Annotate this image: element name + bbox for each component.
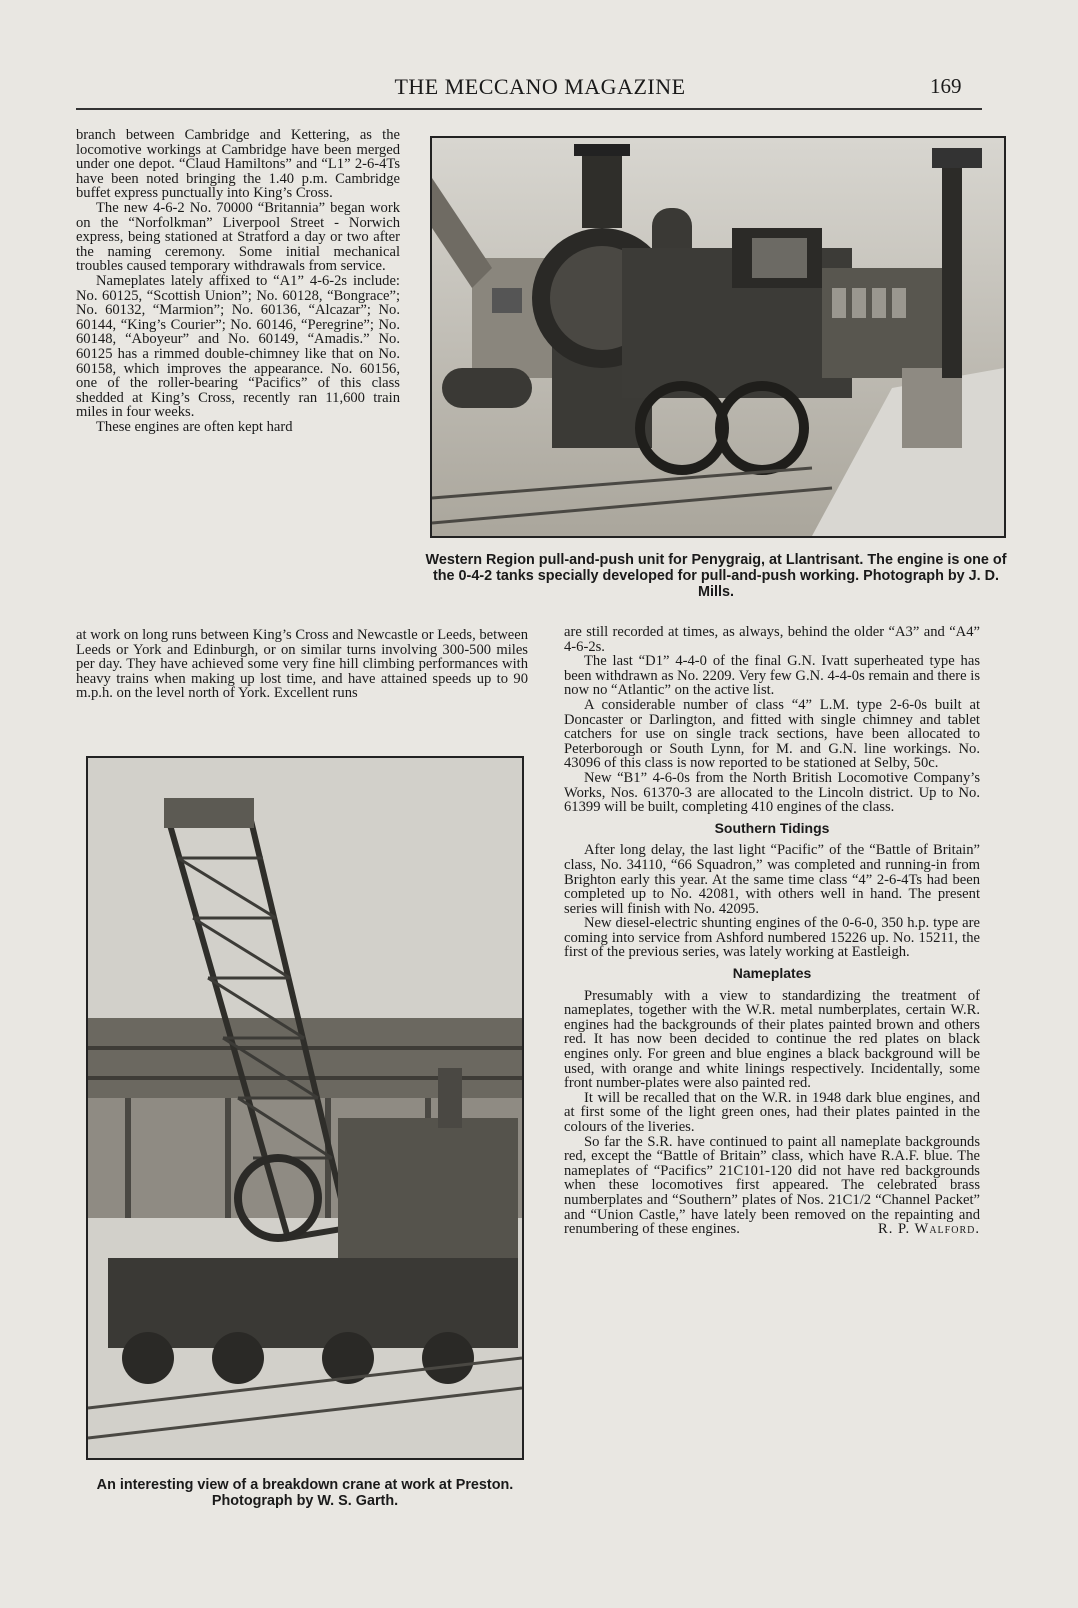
paragraph: branch between Cambridge and Kettering, as the locomotive workings at Cambridge have been merged under one depot. “Claud Hamiltons” and “L1” 2-6-4Ts have been noted bringing the 1.40 p.m. Cambridge buffet express punctually into King’s Cross.	[76, 127, 400, 202]
header-rule	[76, 108, 982, 110]
paragraph: The last “D1” 4-4-0 of the final G.N. Ivatt superheated type has been withdrawn as No. 2209. Very few G.N. 4-4-0s remain and there is now no “Atlantic” on the active list.	[564, 653, 980, 699]
paragraph: The new 4-6-2 No. 70000 “Britannia” began work on the “Norfolkman” Liverpool Street - Norwich express, being stationed at Stratford a day or two after the naming ceremony. Some initial mechanical troubles caused temporary withdrawals from service.	[76, 199, 400, 275]
paragraph: Nameplates lately affixed to “A1” 4-6-2s include: No. 60125, “Scottish Union”; No. 60128, “Bongrace”; No. 60132, “Marmion”; No. 60136, “Alcazar”; No. 60144, “King’s Courier”; No. 60146, “Peregrine”; No. 60148, “Aboyeur” and No. 60149, “Amadis.” No. 60125 has a rimmed double-chimney like that on No. 60158, which improves the appearance. No. 60156, one of the roller-bearing “Pacifics” of this class shedded at King’s Cross, recently ran 11,600 train miles in four weeks.	[76, 272, 400, 421]
bottom-photo-caption: An interesting view of a breakdown crane at work at Preston. Photograph by W. S. Garth.	[96, 1477, 514, 1509]
paragraph: After long delay, the last light “Pacific” of the “Battle of Britain” class, No. 34110, “66 Squadron,” was completed and running-in from Brighton early this year. At the same time class “4” 2-6-4Ts had been completed up to No. 42081, with others well in hand. The present series will finish with No. 42095.	[564, 842, 980, 917]
paragraph: These engines are often kept hard	[96, 418, 293, 435]
locomotive-illustration	[432, 138, 1004, 536]
left-column-wide	[76, 628, 528, 701]
paragraph: Presumably with a view to standardizing the treatment of nameplates, together with the W.R. metal numberplates, certain W.R. engines had the backgrounds of their plates painted brown and others red. It has now been decided to continue the red plates on black engines only. For green and blue engines a black background will be used, with orange and white linings respectively. Incidentally, some front number-plates were also painted red.	[564, 987, 980, 1092]
section-heading-nameplates: Nameplates	[732, 965, 812, 982]
left-column-top	[76, 128, 400, 434]
paragraph	[564, 1135, 980, 1237]
paragraph: are still recorded at times, as always, behind the older “A3” and “A4” 4-6-2s.	[564, 624, 980, 655]
crane-illustration	[88, 758, 522, 1458]
top-photo-caption: Western Region pull-and-push unit for Penygraig, at Llantrisant. The engine is one of the 0-4-2 tanks specially developed for pull-and-push working. Photograph by J. D. Mills.	[425, 552, 1007, 600]
author-signature: R. P. Walford.	[878, 1221, 980, 1238]
right-column	[564, 625, 980, 1237]
crane-photo	[86, 756, 524, 1460]
paragraph: at work on long runs between King’s Cross and Newcastle or Leeds, between Leeds or York and Edinburgh, or on similar turns involving 300-500 miles per day. They have achieved some very fine hill climbing performances with heavy trains when making up lost time, and have attained speeds up to 90 m.p.h. on the level north of York. Excellent runs	[76, 627, 528, 702]
paragraph: A considerable number of class “4” L.M. type 2-6-0s built at Doncaster or Darlington, and fitted with single chimney and tablet catchers for use on single track sections, have been allocated to Peterborough or South Lynn, for M. and G.N. line workings. No. 43096 of this class is now reported to be stationed at Selby, 50c.	[564, 696, 980, 772]
paragraph: New “B1” 4-6-0s from the North British Locomotive Company’s Works, Nos. 61370-3 are allocated to the Lincoln district. Up to No. 61399 will be built, completing 410 engines of the class.	[564, 769, 980, 816]
running-header-title: THE MECCANO MAGAZINE	[394, 74, 686, 99]
paragraph-text: So far the S.R. have continued to paint all nameplate backgrounds red, except the “Battle of Britain” class, which have R.A.F. blue. The nameplates of “Pacifics” 21C101-120 did not have red backgrounds when these locomotives first appeared. The celebrated brass numberplates and “Southern” plates of Nos. 21C1/2 “Channel Packet” and “Union Castle,” have lately been removed on the repainting and renumbering of these engines.	[564, 1133, 980, 1238]
paragraph: It will be recalled that on the W.R. in 1948 dark blue engines, and at first some of the light green ones, had their plates painted in the colours of the liveries.	[564, 1089, 980, 1135]
locomotive-photo	[430, 136, 1006, 538]
paragraph: New diesel-electric shunting engines of the 0-6-0, 350 h.p. type are coming into service from Ashford numbered 15226 up. No. 15211, the first of the previous series, was lately working at Eastleigh.	[564, 915, 980, 961]
section-heading-southern-tidings: Southern Tidings	[714, 819, 830, 836]
page-number: 169	[930, 74, 962, 98]
